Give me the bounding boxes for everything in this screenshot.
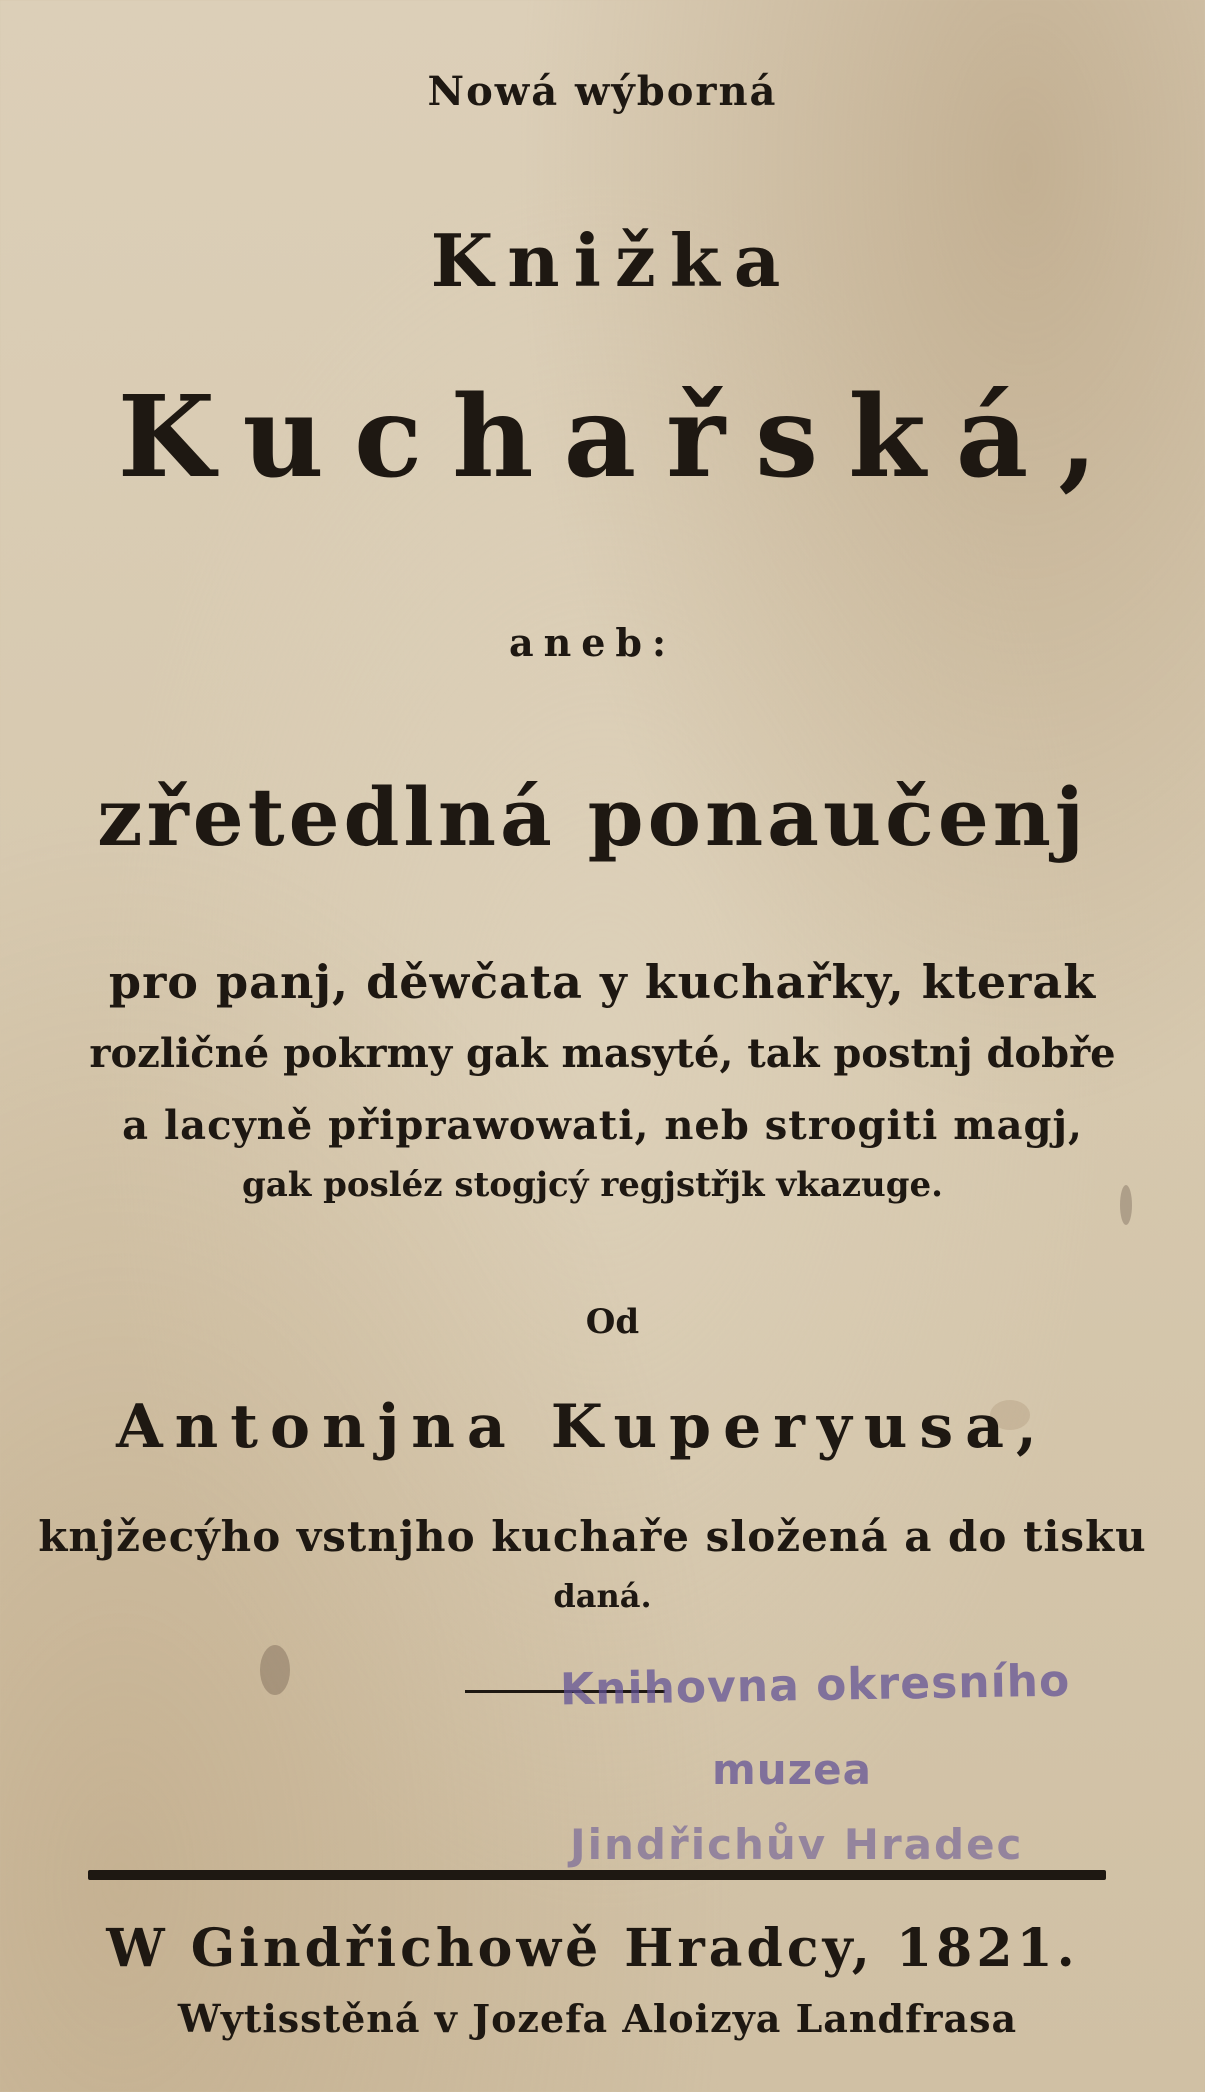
- description-line-4: gak posléz stogjcý regjstřjk vkazuge.: [241, 1165, 944, 1205]
- by-label: Od: [585, 1302, 640, 1342]
- subtitle-zretedlna: zřetedlná ponaučenj: [97, 770, 1088, 864]
- conjunction-aneb: aneb:: [508, 620, 677, 665]
- library-stamp-line-2: muzea: [712, 1745, 872, 1794]
- imprint-rule: [88, 1870, 1106, 1880]
- subtitle-top: Nowá wýborná: [427, 68, 778, 115]
- imprint-place-year: W Gindřichowě Hradcy, 1821.: [106, 1918, 1079, 1979]
- author-name: Antonjna Kuperyusa,: [116, 1392, 1049, 1462]
- description-line-2: rozličné pokrmy gak masyté, tak postnj dobře: [89, 1030, 1116, 1077]
- preparation-line-2: daná.: [553, 1577, 652, 1615]
- title-word-kucharska: Kuchařská,: [117, 372, 1128, 503]
- description-line-3: a lacyně připrawowati, neb strogiti magj,: [122, 1102, 1083, 1149]
- imprint-printer: Wytisstěná v Jozefa Aloizya Landfrasa: [177, 1996, 1018, 2041]
- library-stamp-line-3: Jindřichův Hradec: [570, 1820, 1024, 1869]
- library-stamp-line-1: Knihovna okresního: [559, 1655, 1071, 1716]
- description-line-1: pro panj, děwčata y kuchařky, kterak: [108, 955, 1097, 1009]
- title-word-knizka: Knižka: [430, 218, 795, 303]
- ink-smudge: [260, 1645, 290, 1695]
- preparation-line-1: knjžecýho vstnjho kuchaře složená a do tisku: [38, 1512, 1147, 1561]
